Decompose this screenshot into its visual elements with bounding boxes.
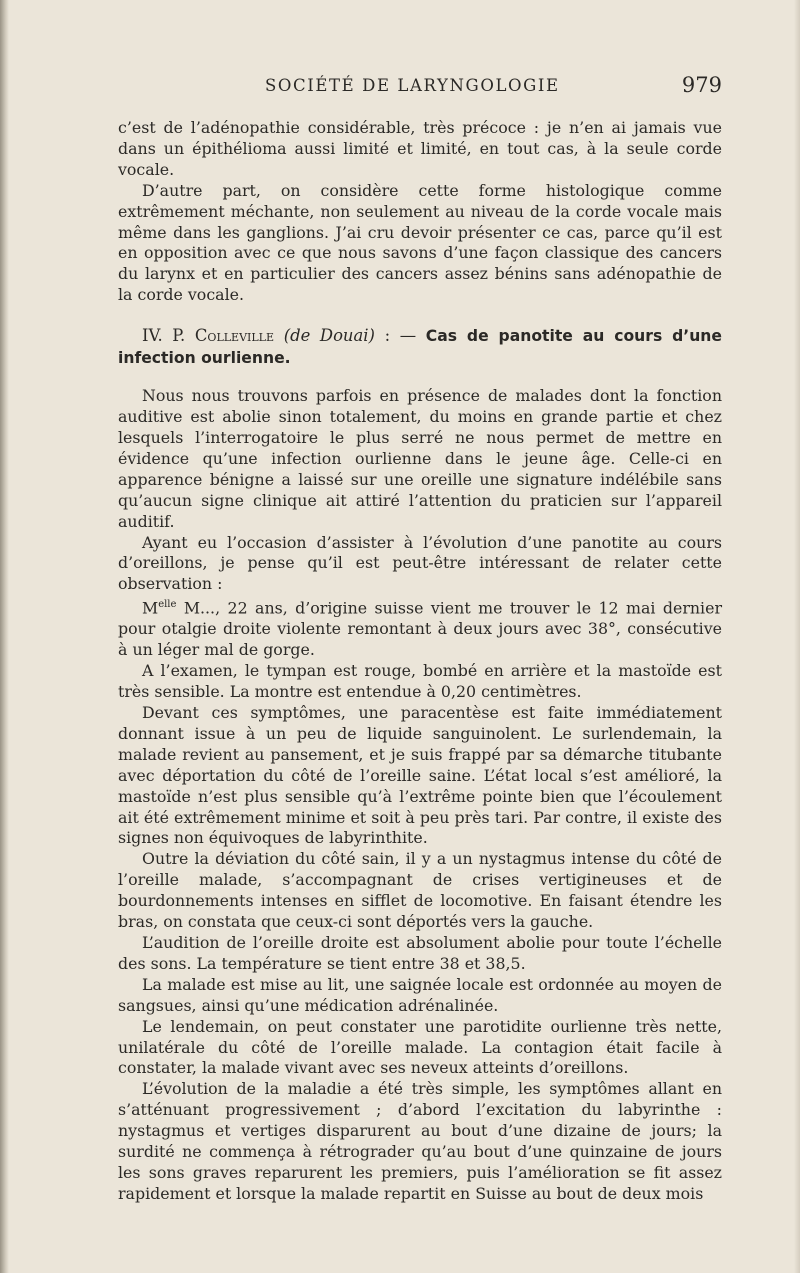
page-number: 979 (681, 73, 722, 97)
paragraph: c’est de l’adénopathie considérable, très précoce : je n’en ai jamais vue dans un épithélioma aussi limité et limité, en tout cas, à la seule corde vocale. (118, 118, 722, 179)
paragraph: A l’examen, le tympan est rouge, bombé en arrière et la mastoïde est très sensible. La montre est entendue à 0,20 centimètres. (118, 661, 722, 702)
paragraph: La malade est mise au lit, une saignée locale est ordonnée au moyen de sangsues, ainsi qu’une médication adrénalinée. (118, 974, 722, 1015)
paragraph: L’évolution de la maladie a été très simple, les symptômes allant en s’atténuant progressivement ; d’abord l’excitation du labyrinthe : nystagmus et vertiges disparurent au bout d’une dizaine de jours; la surdité ne commença à rétrograder qu’au bout d’une quinzaine de jours les sons graves reparurent les premiers, puis l’amélioration se fit assez rapidement et lorsque la malade repartit en Suisse au bout de deux mois (118, 1079, 722, 1203)
page-binding-edge (0, 0, 9, 1273)
page-right-edge (794, 0, 800, 1273)
paragraph: D’autre part, on considère cette forme histologique comme extrêmement méchante, non seulement au niveau de la corde vocale mais même dans les ganglions. J’ai cru devoir présenter ce cas, parce qu’il est en opposition avec ce que nous savons d’une façon classique des cancers du larynx et en particulier des cancers assez bénins sans adénopathie de la corde vocale. (118, 180, 722, 305)
paragraph: Ayant eu l’occasion d’assister à l’évolution d’une panotite au cours d’oreillons, je pense qu’il est peut-être intéressant de relater cette observation : (118, 532, 722, 594)
running-head: SOCIÉTÉ DE LARYNGOLOGIE (265, 76, 560, 95)
heading-separator: : — (384, 326, 417, 346)
patient-title: M (142, 598, 159, 618)
section-number: IV. P. (142, 326, 186, 346)
paragraph: Devant ces symptômes, une paracentèse est faite immédiatement donnant issue à un peu de liquide sanguinolent. Le surlendemain, la malade revient au pansement, et je suis frappé par sa démarche titubante avec déportation du côté de l’oreille saine. L’état local s’est amélioré, la mastoïde n’est plus sensible qu’à l’extrême pointe bien que l’écoulement ait été extrêmement minime et soit à peu près tari. Par contre, il existe des signes non équivoques de labyrinthite. (118, 703, 722, 848)
author-name: Colleville (194, 326, 275, 346)
author-affiliation: (de Douai) (283, 326, 375, 346)
case-title: Cas de panotite au cours d’une infection ourlienne. (118, 327, 722, 368)
patient-text: M..., 22 ans, d’origine suisse vient me trouver le 12 mai dernier pour otalgie droite violente remontant à deux jours avec 38°, consécutive à un léger mal de gorge. (118, 598, 722, 660)
paragraph: Outre la déviation du côté sain, il y a un nystagmus intense du côté de l’oreille malade, s’accompagnant de crises vertigineuses et de bourdonnements intenses en sifflet de locomotive. En faisant étendre les bras, on constata que ceux-ci sont déportés vers la gauche. (118, 849, 722, 932)
page-body (118, 118, 722, 1205)
page-header (118, 74, 722, 102)
paragraph: L’audition de l’oreille droite est absolument abolie pour toute l’échelle des sons. La température se tient entre 38 et 38,5. (118, 932, 722, 973)
paragraph: Le lendemain, on peut constater une parotidite ourlienne très nette, unilatérale du côté de l’oreille malade. La contagion était facile à constater, la malade vivant avec ses neveux atteints d’oreillons. (118, 1016, 722, 1078)
patient-title-superscript: elle (158, 599, 177, 611)
patient-paragraph (118, 595, 722, 661)
section-heading (118, 325, 722, 369)
paragraph: Nous nous trouvons parfois en présence de malades dont la fonction auditive est abolie sinon totalement, du moins en grande partie et chez lesquels l’interrogatoire le plus serré ne nous permet de mettre en évidence qu’une infection ourlienne dans le jeune âge. Celle-ci en apparence bénigne a laissé sur une oreille une signature indélébile sans qu’aucun signe clinique ait attiré l’attention du praticien sur l’appareil auditif. (118, 386, 722, 531)
